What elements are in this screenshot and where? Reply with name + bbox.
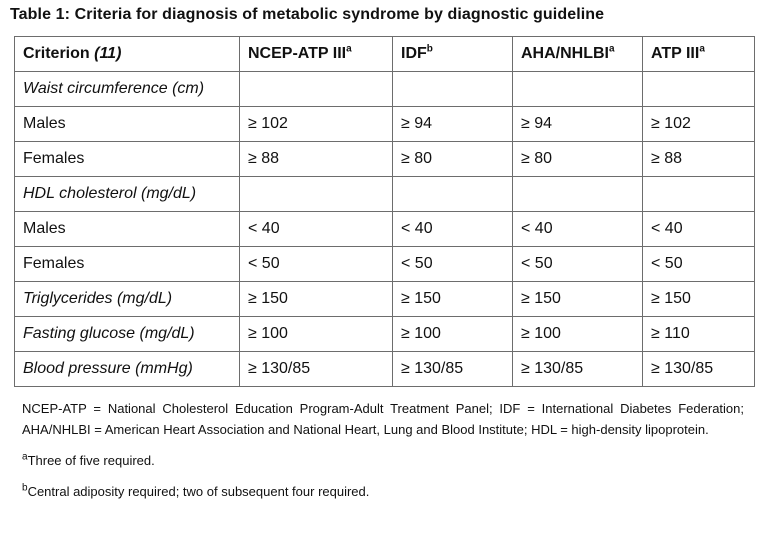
table-cell: < 40 [643, 212, 755, 247]
table-cell: ≥ 100 [393, 317, 513, 352]
table-cell: ≥ 150 [240, 282, 393, 317]
footnote-a-marker: a [22, 451, 28, 463]
table-cell [393, 72, 513, 107]
table-body [15, 72, 755, 387]
row-label: HDL cholesterol (mg/dL) [15, 177, 240, 212]
table-cell [513, 72, 643, 107]
table-cell: < 40 [513, 212, 643, 247]
table-row [15, 72, 755, 107]
table-header-row [15, 37, 755, 72]
abbreviations-note: NCEP-ATP = National Cholesterol Education Program-Adult Treatment Panel; IDF = International Diabetes Federation; AHA/NHLBI = American Heart Association and National Heart, Lung and Blood Institute; HDL = high-density lipoprotein. [22, 401, 744, 437]
row-label: Males [15, 107, 240, 142]
table-cell [240, 177, 393, 212]
header-col-label: ATP III [651, 45, 700, 62]
footnote-b-marker: b [22, 482, 28, 494]
table-cell: ≥ 88 [643, 142, 755, 177]
row-label: Triglycerides (mg/dL) [15, 282, 240, 317]
table-caption: Table 1: Criteria for diagnosis of metabolic syndrome by diagnostic guideline [10, 6, 605, 23]
header-col-label: NCEP-ATP III [248, 45, 347, 62]
header-col-label: AHA/NHLBI [521, 45, 609, 62]
table-cell: < 40 [393, 212, 513, 247]
table-cell [513, 177, 643, 212]
table-cell: < 50 [393, 247, 513, 282]
table-cell: < 50 [513, 247, 643, 282]
row-label: Fasting glucose (mg/dL) [15, 317, 240, 352]
table-cell: < 40 [240, 212, 393, 247]
table-row [15, 177, 755, 212]
header-atp-iii [643, 37, 755, 72]
footnote-a [22, 450, 744, 471]
table-row [15, 107, 755, 142]
table-cell: ≥ 150 [513, 282, 643, 317]
table-cell: ≥ 94 [393, 107, 513, 142]
table-row [15, 282, 755, 317]
table-cell: ≥ 94 [513, 107, 643, 142]
header-col-label: IDF [401, 45, 427, 62]
table-row [15, 142, 755, 177]
row-label: Blood pressure (mmHg) [15, 352, 240, 387]
header-criterion-label: Criterion [23, 45, 90, 62]
footnote-a-text: Three of five required. [27, 453, 155, 468]
header-col-sup: b [426, 43, 433, 55]
table-cell [240, 72, 393, 107]
table-cell: ≥ 100 [240, 317, 393, 352]
table-row [15, 352, 755, 387]
criteria-table [14, 36, 755, 387]
table-cell: ≥ 150 [643, 282, 755, 317]
table-cell [643, 72, 755, 107]
table-cell: ≥ 130/85 [513, 352, 643, 387]
table-cell: < 50 [643, 247, 755, 282]
header-aha-nhlbi [513, 37, 643, 72]
header-col-sup: a [699, 43, 705, 55]
header-criterion [15, 37, 240, 72]
table-cell: ≥ 130/85 [643, 352, 755, 387]
footnote-b [22, 481, 744, 502]
table-cell [393, 177, 513, 212]
row-label: Females [15, 142, 240, 177]
table-notes [22, 398, 744, 502]
table-cell: ≥ 100 [513, 317, 643, 352]
table-row [15, 317, 755, 352]
row-label: Females [15, 247, 240, 282]
table-cell: ≥ 150 [393, 282, 513, 317]
table-cell: ≥ 102 [643, 107, 755, 142]
table-cell: ≥ 80 [393, 142, 513, 177]
table-cell [643, 177, 755, 212]
row-label: Males [15, 212, 240, 247]
header-col-sup: a [346, 43, 352, 55]
table-cell: ≥ 102 [240, 107, 393, 142]
table-row [15, 247, 755, 282]
header-col-sup: a [609, 43, 615, 55]
row-label: Waist circumference (cm) [15, 72, 240, 107]
table-cell: ≥ 110 [643, 317, 755, 352]
table-cell: ≥ 80 [513, 142, 643, 177]
table-cell: < 50 [240, 247, 393, 282]
footnote-b-text: Central adiposity required; two of subsequent four required. [27, 484, 370, 499]
table-row [15, 212, 755, 247]
header-criterion-ref: (11) [94, 45, 122, 62]
table-cell: ≥ 130/85 [393, 352, 513, 387]
header-idf [393, 37, 513, 72]
table-cell: ≥ 130/85 [240, 352, 393, 387]
header-ncep-atp-iii [240, 37, 393, 72]
table-cell: ≥ 88 [240, 142, 393, 177]
